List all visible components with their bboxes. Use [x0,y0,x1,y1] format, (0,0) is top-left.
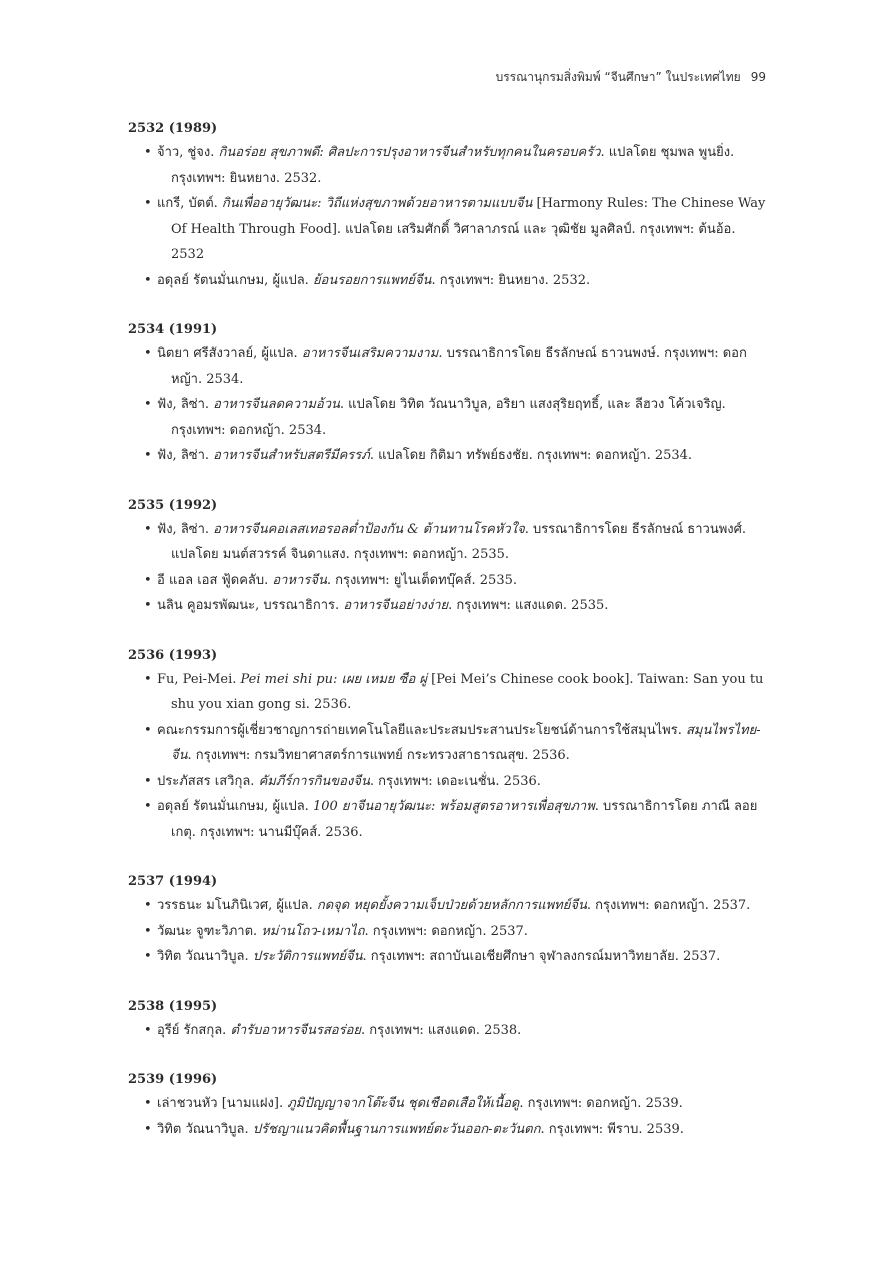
bibliography-entry [128,919,768,945]
year-section [128,645,768,846]
entry-author: ฟัง, ลิซ่า. [157,521,214,537]
entry-title: กินเพื่ออายุวัฒนะ: วิถีแห่งสุขภาพด้วยอาหารตามแบบจีน [221,196,533,211]
entry-title: สมุนไพรไทย-จีน [171,722,761,763]
entry-author: นิตยา ศรีสังวาลย์, ผู้แปล. [157,346,302,361]
year-section [128,319,768,469]
entry-title: อาหารจีน [272,572,327,588]
entry-title: ย้อนรอยการแพทย์จีน [312,272,432,288]
entry-publication: . บรรณาธิการโดย ธีรลักษณ์ ธาวนพงษ์. กรุงเทพฯ: ดอกหญ้า. 2534. [171,346,747,387]
entry-author: วรรธนะ มโนภินิเวศ, ผู้แปล. [157,898,317,913]
entry-title: อาหารจีนคอเลสเทอรอลต่ำป้องกัน & ต้านทานโรคหัวใจ [213,521,525,537]
entry-publication: . บรรณาธิการโดย ภาณี ลอยเกตุ. กรุงเทพฯ: นานมีบุ๊คส์. 2536. [171,799,758,840]
bibliography-entry [128,341,768,392]
bibliography-entry [128,568,768,594]
entry-author: คณะกรรมการผู้เชี่ยวชาญการถ่ายเทคโนโลยีและประสมประสานประโยชน์ด้านการใช้สมุนไพร. [157,722,686,738]
entry-title: หม่านโถว-เหมาไถ [261,923,365,939]
entry-title: ตำรับอาหารจีนรสอร่อย [230,1022,362,1038]
running-header [496,68,766,87]
year-section [128,495,768,619]
bibliography-entry [128,140,768,191]
entry-publication: . กรุงเทพฯ: ยูไนเต็ดทบุ๊คส์. 2535. [326,572,518,588]
running-header-title: บรรณานุกรมสิ่งพิมพ์ “จีนศึกษา” ในประเทศไทย [495,70,741,84]
entry-title: 100 ยาจีนอายุวัฒนะ: พร้อมสูตรอาหารเพื่อสุขภาพ [312,799,595,814]
entry-publication: . กรุงเทพฯ: แสงแดด. 2535. [448,598,609,613]
entry-publication: . กรุงเทพฯ: เดอะเนชั่น. 2536. [369,773,541,789]
entry-title: อาหารจีนอย่างง่าย [343,598,449,613]
bibliography-entry [128,593,768,619]
entry-list [128,341,768,469]
bibliography-entry [128,1091,768,1117]
year-section [128,996,768,1044]
entry-title: อาหารจีนเสริมความงาม [301,346,439,361]
bibliography-entry [128,893,768,919]
entry-author: อุรีย์ รักสกุล. [157,1022,231,1038]
entry-author: ประภัสสร เสวิกุล. [157,773,259,789]
entry-title: ปรัชญาแนวคิดพื้นฐานการแพทย์ตะวันออก-ตะวันตก [252,1121,541,1137]
year-section [128,118,768,293]
entry-list [128,1018,768,1044]
entry-author: อดุลย์ รัตนมั่นเกษม, ผู้แปล. [157,272,313,288]
year-heading: 2539 (1996) [128,1072,218,1087]
page-number: 99 [750,70,766,84]
entry-publication: . กรุงเทพฯ: สถาบันเอเชียศึกษา จุฬาลงกรณ์มหาวิทยาลัย. 2537. [362,949,721,964]
entry-author: จ้าว, ชู่จง. [157,145,219,160]
entry-author: วิทิต วัณนาวิบูล. [157,1121,253,1137]
bibliography-entry [128,1018,768,1044]
entry-publication: . กรุงเทพฯ: พีราบ. 2539. [540,1121,684,1137]
year-heading: 2532 (1989) [128,121,218,136]
year-heading: 2535 (1992) [128,497,218,513]
entry-author: แกรี, บัตต์. [157,196,222,211]
entry-author: ฟัง, ลิซ่า. [157,448,214,463]
entry-list [128,1091,768,1142]
entry-publication: . แปลโดย กิติมา ทรัพย์ธงชัย. กรุงเทพฯ: ดอกหญ้า. 2534. [369,448,693,463]
entry-list [128,893,768,970]
entry-list [128,517,768,619]
entry-author: Fu, Pei-Mei. [157,671,241,687]
year-section [128,1069,768,1142]
entry-publication: . กรุงเทพฯ: แสงแดด. 2538. [361,1022,522,1038]
entry-list [128,667,768,846]
entry-title: ประวัติการแพทย์จีน [252,949,363,964]
entry-author: อี แอล เอส ฟู้ดคลับ. [157,572,273,588]
entry-author: วัฒนะ จูฑะวิภาต. [157,923,262,939]
bibliography-entry [128,191,768,268]
entry-title: ภูมิปัญญาจากโต๊ะจีน ชุดเชือดเสือให้เนื้อดู [287,1096,520,1111]
bibliography-entry [128,769,768,795]
entry-publication: . แปลโดย ชุมพล พูนยิ่ง. กรุงเทพฯ: ยินหยาง. 2532. [171,145,735,186]
entry-title: อาหารจีนสำหรับสตรีมีครรภ์ [213,448,370,463]
bibliography-entry [128,1117,768,1143]
entry-publication: . บรรณาธิการโดย ธีรลักษณ์ ธาวนพงศ์. แปลโดย มนต์สวรรค์ จินดาแสง. กรุงเทพฯ: ดอกหญ้า. 2535. [171,521,747,562]
bibliography-entry [128,268,768,294]
bibliography-entry [128,718,768,769]
entry-author: ฟัง, ลิซ่า. [157,397,214,412]
entry-author: เล่าชวนหัว [นามแฝง]. [157,1096,288,1111]
entry-title: กดจุด หยุดยั้งความเจ็บป่วยด้วยหลักการแพทย์จีน [316,898,587,913]
entry-author: นลิน คูอมรพัฒนะ, บรรณาธิการ. [157,598,344,613]
bibliography-entry [128,443,768,469]
bibliography-entry [128,392,768,443]
bibliography-entry [128,944,768,970]
entry-author: วิทิต วัณนาวิบูล. [157,949,253,964]
entry-publication: . แปลโดย วิทิต วัณนาวิบูล, อริยา แสงสุริยฤทธิ์, และ ลีฮวง โค้วเจริญ. กรุงเทพฯ: ดอกหญ้า. 2534. [171,397,726,438]
year-heading: 2537 (1994) [128,874,218,889]
entry-publication: . กรุงเทพฯ: ดอกหญ้า. 2539. [519,1096,683,1111]
bibliography-entry [128,517,768,568]
entry-publication: . กรุงเทพฯ: ยินหยาง. 2532. [431,272,591,288]
entry-publication: . กรุงเทพฯ: ดอกหญ้า. 2537. [364,923,528,939]
entry-publication: . กรุงเทพฯ: ดอกหญ้า. 2537. [586,898,751,913]
entry-author: อดุลย์ รัตนมั่นเกษม, ผู้แปล. [157,799,313,814]
entry-publication: [Pei Mei’s Chinese cook book]. Taiwan: San you tu shu you xian gong si. 2536. [171,671,764,712]
bibliography-entry [128,667,768,718]
entry-title: Pei mei shi pu: เผย เหมย ซือ ผู่ [240,671,428,687]
entry-title: คัมภีร์การกินของจีน [258,773,370,789]
bibliography-list [128,118,768,1168]
entry-title: อาหารจีนลดความอ้วน [213,397,340,412]
year-section [128,871,768,970]
year-heading: 2534 (1991) [128,322,218,337]
entry-publication: . กรุงเทพฯ: กรมวิทยาศาสตร์การแพทย์ กระทรวงสาธารณสุข. 2536. [187,748,570,763]
entry-publication: [Harmony Rules: The Chinese Way Of Health Through Food]. แปลโดย เสริมศักดิ์ วิศาลาภรณ์ และ วุฒิชัย มูลศิลป์. กรุงเทพฯ: ต้นอ้อ. 2532 [171,196,766,262]
year-heading: 2536 (1993) [128,647,218,663]
entry-title: กินอร่อย สุขภาพดี: ศิลปะการปรุงอาหารจีนสำหรับทุกคนในครอบครัว [218,145,601,160]
bibliography-entry [128,794,768,845]
year-heading: 2538 (1995) [128,998,218,1014]
entry-list [128,140,768,293]
